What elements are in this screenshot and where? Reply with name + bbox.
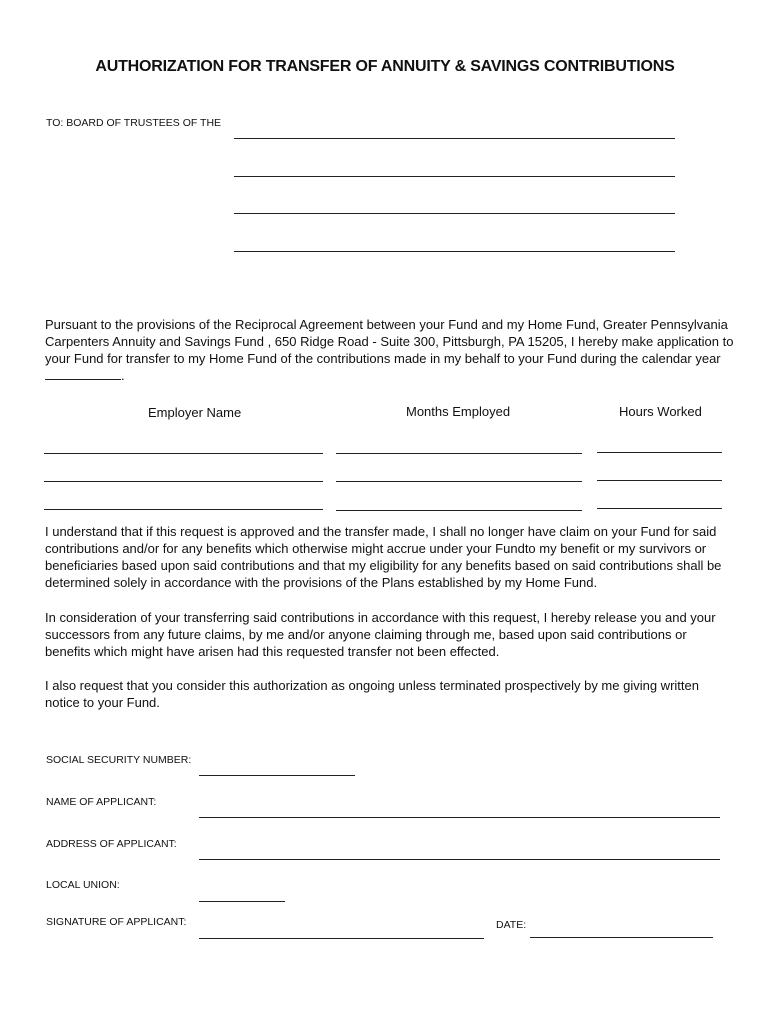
- employer-line-1[interactable]: [44, 453, 323, 454]
- months-line-2[interactable]: [336, 481, 582, 482]
- signature-label: SIGNATURE OF APPLICANT:: [46, 916, 187, 928]
- local-union-label: LOCAL UNION:: [46, 879, 120, 891]
- local-union-line[interactable]: [199, 901, 285, 902]
- understand-paragraph: I understand that if this request is approved and the transfer made, I shall no longer have claim on your Fund for said contributions and/or for any benefits which otherwise might accrue under your Fundto my benefit or my survivors or beneficiaries based upon said contributions and that my eligibility for any benefits based on said contributions shall be determined solely in accordance with the provisions of the Plans established by my Home Fund.: [45, 524, 722, 590]
- trustees-line-3[interactable]: [234, 213, 675, 214]
- hours-line-1[interactable]: [597, 452, 722, 453]
- consideration-paragraph: In consideration of your transferring said contributions in accordance with this request, I hereby release you and your successors from any future claims, by me and/or anyone claiming through me, based upon said contributions or benefits which might have arisen had this requested transfer not been effected.: [45, 610, 716, 659]
- employer-line-2[interactable]: [44, 481, 323, 482]
- months-line-3[interactable]: [336, 510, 582, 511]
- trustees-line-4[interactable]: [234, 251, 675, 252]
- signature-line[interactable]: [199, 938, 484, 939]
- months-employed-header: Months Employed: [406, 404, 511, 419]
- form-title: AUTHORIZATION FOR TRANSFER OF ANNUITY & SAVINGS CONTRIBUTIONS: [95, 58, 675, 75]
- trustees-line-2[interactable]: [234, 176, 675, 177]
- ssn-line[interactable]: [199, 775, 355, 776]
- pursuant-text: Pursuant to the provisions of the Reciprocal Agreement between your Fund and my Home Fund, Greater Pennsylvania Carpenters Annuity and Savings Fund , 650 Ridge Road - Suite 300, Pittsburgh, PA 15205, I hereby make application to your Fund for transfer to my Home Fund of the contributions made in my behalf to your Fund during the calendar year: [45, 317, 734, 366]
- calendar-year-blank[interactable]: [45, 367, 121, 380]
- date-line[interactable]: [530, 937, 713, 938]
- address-line[interactable]: [199, 859, 720, 860]
- name-label: NAME OF APPLICANT:: [46, 796, 157, 808]
- address-label: ADDRESS OF APPLICANT:: [46, 838, 177, 850]
- hours-line-3[interactable]: [597, 508, 722, 509]
- months-line-1[interactable]: [336, 453, 582, 454]
- employer-line-3[interactable]: [44, 509, 323, 510]
- ongoing-paragraph: I also request that you consider this authorization as ongoing unless terminated prospectively by me giving written notice to your Fund.: [45, 678, 699, 710]
- trustees-line-1[interactable]: [234, 138, 675, 139]
- hours-line-2[interactable]: [597, 480, 722, 481]
- hours-worked-header: Hours Worked: [619, 404, 702, 419]
- employer-name-header: Employer Name: [148, 405, 242, 420]
- pursuant-end: .: [121, 368, 125, 383]
- pursuant-paragraph: [45, 316, 735, 384]
- ssn-label: SOCIAL SECURITY NUMBER:: [46, 754, 192, 766]
- name-line[interactable]: [199, 817, 720, 818]
- to-label: TO: BOARD OF TRUSTEES OF THE: [46, 117, 222, 129]
- date-label: DATE:: [496, 919, 527, 931]
